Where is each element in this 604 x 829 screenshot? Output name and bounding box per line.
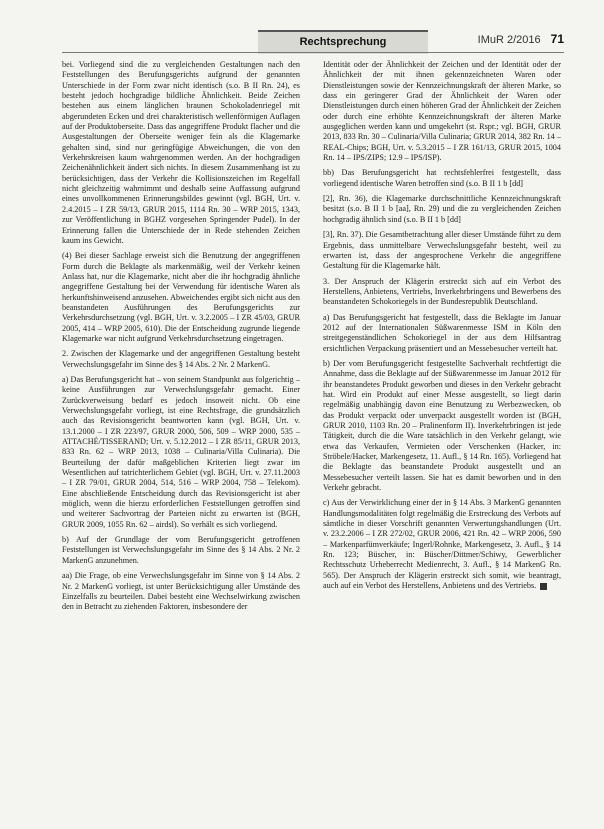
section-title: Rechtsprechung [258, 30, 428, 54]
paragraph: [3], Rn. 37). Die Gesamtbetrachtung aller dieser Umstände führt zu dem Ergebnis, dass unmittelbare Verwechslungsgefahr besteht, weil zu erwarten ist, dass der angesprochene Verkehr die angegriffene Gestaltung für die Klagemarke hält. [323, 230, 561, 271]
header-rule [62, 52, 564, 53]
paragraph: b) Der vom Berufungsgericht festgestellte Sachverhalt rechtfertigt die Annahme, dass die Beklagte auf der Süßwarenmesse im Januar 2012 für ihr beanstandetes Produkt geworben und dieses in den Verkehr gebracht hat. Wird ein Produkt auf einer Messe ausgestellt, so liegt darin regelmäßig unabhängig davon eine Benutzung zu Werbezwecken, ob das Produkt verpackt oder unverpackt ausgestellt worden ist (BGH, GRUR 2010, 1103 Rn. 20 – Pralinenform II). Inverkehrbringen ist jede Tätigkeit, durch die die Ware tatsächlich in den Verkehr gelangt, wie etwa das Verkaufen, Vermieten oder Verschenken (Hacker, in: Ströbele/Hacker, Markengesetz, 11. Aufl., § 14 Rn. 165). Vorliegend hat die Beklagte das beanstandete Produkt ausgestellt und an Messebesucher verteilt lassen. Sie hat es damit beworben und in den Verkehr gebracht. [323, 358, 561, 493]
paragraph: aa) Die Frage, ob eine Verwechslungsgefahr im Sinne von § 14 Abs. 2 Nr. 2 MarkenG vorliegt, ist unter Berücksichtigung aller Umstände des Einzelfalls zu beurteilen. Dabei besteht eine Wechselwirkung zwischen den in Betracht zu ziehenden Faktoren, insbesondere der [62, 571, 300, 612]
paragraph-text: c) Aus der Verwirklichung einer der in § 14 Abs. 3 MarkenG genannten Handlungsmodalitäten folgt regelmäßig die Erstreckung des Verbots auf sämtliche in dieser Vorschrift genannten Verwertungshandlungen (Urt. v. 23.2.2006 – I ZR 272/02, GRUR 2006, 421 Rn. 42 – WRP 2006, 590 – Markenparfümverkäufe; Ingerl/Rohnke, Markengesetz, 3. Aufl., § 14 Rn. 123; Büscher, in: Büscher/Dittmer/Schiwy, Gewerblicher Rechtsschutz Urheberrecht Medienrecht, 3. Aufl., § 14 MarkenG Rn. 565). Der Anspruch der Klägerin erstreckt sich somit, wie beantragt, auch auf ein Verbot des Herstellens, Anbietens und des Vertriebs. [323, 498, 561, 591]
page-number: 71 [550, 32, 564, 46]
left-column [62, 60, 300, 810]
paragraph: a) Das Berufungsgericht hat – von seinem Standpunkt aus folgerichtig – keine Ausführungen zur Verwechslungsgefahr gemacht. Einer Zurückverweisung bedarf es jedoch insoweit nicht. Ob eine Verwechslungsgefahr vorliegt, ist eine Rechtsfrage, die grundsätzlich auch das Revisionsgericht beantworten kann (vgl. BGH, Urt. v. 13.1.2000 – I ZR 223/97, GRUR 2000, 506, 509 – WRP 2000, 535 – ATTACHÉ/TISSERAND; Urt. v. 5.12.2012 – I ZR 85/11, GRUR 2013, 833 Rn. 62 – WRP 2013, 1038 – Culinaria/Villa Culinaria). Die Beurteilung der dafür maßgeblichen Kriterien liegt zwar im Wesentlichen auf tatrichterlichem Gebiet (vgl. BGH, Urt. v. 27.11.2003 – I ZR 79/01, GRUR 2004, 514, 516 – WRP 2004, 758 – Telekom). Eine abschließende Entscheidung durch das Revisionsgericht ist aber möglich, wenn die hierzu erforderlichen Feststellungen getroffen sind und weiterer Sachvortrag der Parteien nicht zu erwarten ist (BGH, GRUR 2009, 1055 Rn. 62 – airdsl). So verhält es sich vorliegend. [62, 374, 300, 529]
paragraph: 3. Der Anspruch der Klägerin erstreckt sich auf ein Verbot des Herstellens, Anbietens, Vertriebs, Inverkehrbringens und Bewerbens des beanstandeten Schokoriegels in der Bundesrepublik Deutschland. [323, 276, 561, 307]
page-header [62, 30, 564, 52]
journal-issue: IMuR 2/2016 [477, 34, 541, 46]
paragraph: bei. Vorliegend sind die zu vergleichenden Gestaltungen nach den Feststellungen des Berufungsgerichts aufgrund der genannten Unterschiede in der Form zwar nicht identisch (s.o. B II Rn. 24), es besteht jedoch hochgradige bildliche Ähnlichkeit. Beide Zeichen bestehen aus einem länglichen braunen Schokoladenriegel mit abgerundeten Ecken und drei charakteristisch wellenförmigen Auflagen auf der Produktoberseite. Dass das angegriffene Produkt flacher und die Ausgestaltungen der Oberseite weniger fein als die Klagemarke gehalten sind, sind nur geringfügige Abweichungen, die von den Verkehrskreisen kaum wahrgenommen werden. An der hochgradigen Zeichenähnlichkeit ändert sich nichts. In diesem Zusammenhang ist zu berücksichtigen, dass der Verkehr die Kollisionszeichen im Regelfall nicht gleichzeitig wahrnimmt und deshalb seine Auffassung aufgrund eines unvollkommenen Erinnerungsbildes gewinnt (vgl. BGH, Urt. v. 2.4.2015 – I ZR 59/13, GRUR 2015, 1114 Rn. 30 – WRP 2015, 1343, zur Veröffentlichung in BGHZ vorgesehen Springender Pudel). In der Erinnerung fallen die Unterschiede der in Rede stehenden Zeichen kaum ins Gewicht. [62, 60, 300, 245]
last-paragraph [323, 498, 561, 591]
paragraph: bb) Das Berufungsgericht hat rechtsfehlerfrei festgestellt, dass vorliegend identische Waren betroffen sind (s.o. B II 1 b [dd] [323, 168, 561, 188]
end-of-article-icon [540, 583, 547, 590]
journal-reference [478, 32, 564, 46]
right-column [323, 60, 561, 810]
paragraph: (4) Bei dieser Sachlage erweist sich die Benutzung der angegriffenen Form durch die Beklagte als markenmäßig, weil der Verkehr keinen Anlass hat, nur die Klagemarke, nicht aber die ihr hochgradig ähnliche angegriffene Gestaltung bei der Verwendung für identische Waren als herkunftshinweisend anzusehen. Abweichendes ergibt sich nicht aus den beanstandeten Ausführungen des Berufungsgerichts zur Verkehrsdurchsetzung (vgl. BGH, Urt. v. 3.2.2005 – I ZR 45/03, GRUR 2005, 414 – WRP 2005, 610). Die der Entscheidung zugrunde liegende Klagemarke war nicht aufgrund Verkehrsdurchsetzung eingetragen. [62, 251, 300, 343]
paragraph: 2. Zwischen der Klagemarke und der angegriffenen Gestaltung besteht Verwechslungsgefahr im Sinne des § 14 Abs. 2 Nr. 2 MarkenG. [62, 349, 300, 369]
paragraph: Identität oder der Ähnlichkeit der Zeichen und der Identität oder der Ähnlichkeit der mit ihnen gekennzeichneten Waren oder Dienstleistungen sowie der Kennzeichnungskraft der älteren Marke, so dass ein geringerer Grad der Ähnlichkeit der Waren oder Dienstleistungen durch einen höheren Grad der Ähnlichkeit der Zeichen oder durch eine erhöhte Kennzeichnungskraft der älteren Marke ausgeglichen werden kann und umgekehrt (st. Rspr.; vgl. BGH, GRUR 2013, 833 Rn. 30 – Culinaria/Villa Culinaria; GRUR 2014, 382 Rn. 14 – REAL-Chips; BGH, Urt. v. 5.3.2015 – I ZR 161/13, GRUR 2015, 1004 Rn. 14 – IPS/ZIPS; 12.9 – IPS/ISP). [323, 60, 561, 163]
paragraph: [2], Rn. 36), die Klagemarke durchschnittliche Kennzeichnungskraft besitzt (s.o. B II 1 b [aa], Rn. 29) und die zu vergleichenden Zeichen hochgradig ähnlich sind (s.o. B II 1 b [dd] [323, 194, 561, 224]
paragraph: a) Das Berufungsgericht hat festgestellt, dass die Beklagte im Januar 2012 auf der Internationalen Süßwarenmesse ISM in Köln den streitgegenständlichen Schokoriegel in der aus dem Hilfsantrag ersichtlichen Verpackung präsentiert und an Messebesucher verteilt hat. [323, 312, 561, 353]
paragraph: b) Auf der Grundlage der vom Berufungsgericht getroffenen Feststellungen ist Verwechslungsgefahr im Sinne des § 14 Abs. 2 Nr. 2 MarkenG anzunehmen. [62, 535, 300, 565]
